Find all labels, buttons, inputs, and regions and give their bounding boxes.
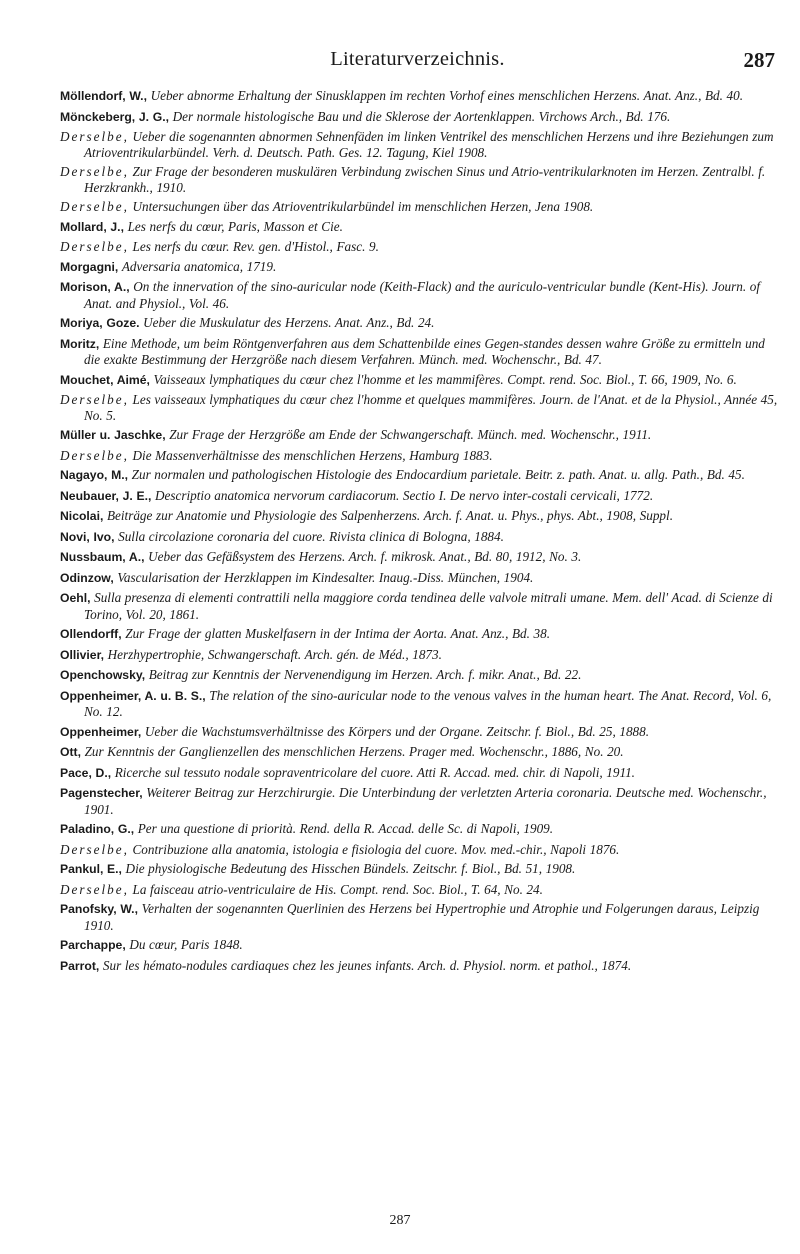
bibliography-entry	[60, 861, 780, 878]
entry-author: Moritz,	[60, 336, 100, 351]
entry-author: Openchowsky,	[60, 668, 146, 682]
entry-author: Neubauer, J. E.,	[60, 488, 152, 503]
entry-reference: Zur Frage der besonderen muskulären Verbindung zwischen Sinus und Atrio-ventrikularknoten im Herzen. Zentralbl. f. Herzkrankh., 1910.	[84, 164, 766, 195]
entry-reference: Die Massenverhältnisse des menschlichen Herzens, Hamburg 1883.	[132, 447, 493, 463]
bibliography-entry	[60, 448, 780, 464]
entry-reference: Ueber abnorme Erhaltung der Sinusklappen im rechten Vorhof eines menschlichen Herzens. Anat. Anz., Bd. 40.	[150, 88, 744, 103]
entry-author: Derselbe,	[60, 239, 129, 254]
entry-reference: Zur Kenntnis der Ganglienzellen des menschlichen Herzens. Prager med. Wochenschr., 1886, No. 20.	[84, 744, 624, 759]
bibliography-entry	[60, 882, 780, 898]
bibliography-entry	[60, 279, 780, 311]
entry-author: Nicolai,	[60, 509, 104, 523]
entry-author: Pace, D.,	[60, 765, 112, 780]
entry-author: Morgagni,	[60, 259, 119, 274]
bibliography-entry	[60, 508, 780, 525]
entry-reference: Die physiologische Bedeutung des Hisschen Bündels. Zeitschr. f. Biol., Bd. 51, 1908.	[125, 861, 576, 876]
bibliography-entry	[60, 744, 780, 761]
entry-reference: Vaisseaux lymphatiques du cœur chez l'homme et les mammifères. Compt. rend. Soc. Biol., T. 66, 1909, No. 6.	[153, 371, 737, 387]
entry-author: Derselbe,	[60, 841, 129, 857]
entry-reference: La faisceau atrio-ventriculaire de His. Compt. rend. Soc. Biol., T. 64, No. 24.	[132, 881, 543, 897]
bibliography-entry	[60, 590, 780, 622]
entry-reference: Descriptio anatomica nervorum cardiacorum. Sectio I. De nervo inter-costali cervicali, 1772.	[154, 487, 654, 503]
entry-author: Derselbe,	[60, 392, 129, 407]
entry-author: Oppenheimer,	[60, 724, 142, 739]
bibliography-entry	[60, 549, 780, 566]
entry-reference: Beiträge zur Anatomie und Physiologie des Salpenherzens. Arch. f. Anat. u. Phys., phys. Abt., 1908, Suppl.	[106, 508, 673, 523]
bibliography-entry	[60, 821, 780, 838]
entry-reference: Weiterer Beitrag zur Herzchirurgie. Die Unterbindung der verletzten Arteria coronaria. Deutsche med. Wochenschr., 1901.	[84, 785, 767, 817]
entry-author: Ollivier,	[60, 647, 105, 662]
entry-reference: Vascularisation der Herzklappen im Kindesalter. Inaug.-Diss. München, 1904.	[117, 569, 534, 585]
entry-reference: Sulla presenza di elementi contrattili nella maggiore corda tendinea delle valvole mitrali umane. Mem. dell' Acad. di Scienze di Torino, Vol. 20, 1861.	[84, 590, 773, 622]
entry-author: Möllendorf, W.,	[60, 89, 147, 103]
entry-reference: Ricerche sul tessuto nodale sopraventricolare del cuore. Atti R. Accad. med. chir. di Napoli, 1911.	[114, 764, 635, 780]
entry-reference: Contribuzione alla anatomia, istologia e fisiologia del cuore. Mov. med.-chir., Napoli 1876.	[132, 841, 620, 857]
entry-reference: Sulla circolazione coronaria del cuore. Rivista clinica di Bologna, 1884.	[118, 528, 504, 544]
entry-author: Morison, A.,	[60, 280, 130, 294]
bibliography-entry	[60, 164, 780, 195]
entry-author: Derselbe,	[60, 129, 129, 144]
entry-reference: Der normale histologische Bau und die Sklerose der Aortenklappen. Virchows Arch., Bd. 176.	[172, 108, 671, 124]
entry-reference: Beitrag zur Kenntnis der Nervenendigung im Herzen. Arch. f. mikr. Anat., Bd. 22.	[148, 667, 582, 682]
bibliography-entry	[60, 129, 780, 160]
bibliography-entry	[60, 647, 780, 664]
entry-author: Pagenstecher,	[60, 786, 143, 800]
bibliography-entry	[60, 88, 780, 105]
entry-author: Derselbe,	[60, 447, 129, 463]
bibliography-entry	[60, 315, 780, 332]
bibliography-entry	[60, 688, 780, 720]
entry-reference: Sur les hémato-nodules cardiaques chez les jeunes infants. Arch. d. Physiol. norm. et pathol., 1874.	[102, 957, 632, 973]
entry-author: Mollard, J.,	[60, 219, 124, 234]
footer-page-number: 287	[389, 1213, 411, 1228]
bibliography-entry	[60, 239, 780, 255]
bibliography-entry	[60, 199, 780, 215]
bibliography-entry	[60, 109, 780, 126]
entry-author: Odinzow,	[60, 570, 114, 585]
bibliography-entry	[60, 259, 780, 276]
bibliography-entry	[60, 785, 780, 817]
running-title: Literaturverzeichnis.	[330, 48, 505, 70]
bibliography-entry	[60, 842, 780, 858]
bibliography-entry	[60, 958, 780, 975]
bibliography-entry	[60, 667, 780, 684]
page-header	[60, 48, 775, 78]
entry-reference: Per una questione di priorità. Rend. della R. Accad. delle Sc. di Napoli, 1909.	[137, 821, 554, 836]
page-number: 287	[743, 48, 775, 72]
bibliography-list	[60, 88, 780, 978]
entry-reference: Verhalten der sogenannten Querlinien des Herzens bei Hypertrophie und Atrophie und Folgerungen daraus, Leipzig 1910.	[84, 901, 760, 933]
entry-reference: Les nerfs du cœur, Paris, Masson et Cie.	[127, 218, 343, 234]
entry-reference: Ueber das Gefäßsystem des Herzens. Arch. f. mikrosk. Anat., Bd. 80, 1912, No. 3.	[148, 549, 582, 564]
bibliography-entry	[60, 724, 780, 741]
entry-author: Moriya, Goze.	[60, 316, 140, 330]
entry-author: Mouchet, Aimé,	[60, 372, 150, 387]
entry-author: Nagayo, M.,	[60, 468, 129, 482]
entry-author: Derselbe,	[60, 164, 129, 179]
entry-reference: The relation of the sino-auricular node to the venous valves in the human heart. The Anat. Record, Vol. 6, No. 12.	[84, 687, 772, 719]
entry-author: Parchappe,	[60, 938, 126, 952]
bibliography-entry	[60, 529, 780, 546]
entry-author: Parrot,	[60, 958, 100, 973]
entry-reference: Les nerfs du cœur. Rev. gen. d'Histol., Fasc. 9.	[132, 239, 379, 254]
bibliography-entry	[60, 488, 780, 505]
entry-author: Oehl,	[60, 591, 91, 605]
entry-reference: Zur Frage der glatten Muskelfasern in der Intima der Aorta. Anat. Anz., Bd. 38.	[125, 626, 551, 641]
bibliography-entry	[60, 467, 780, 484]
entry-author: Novi, Ivo,	[60, 529, 115, 544]
bibliography-entry	[60, 901, 780, 933]
entry-author: Panofsky, W.,	[60, 902, 138, 916]
entry-reference: Ueber die sogenannten abnormen Sehnenfäden im linken Ventrikel des menschlichen Herzens und ihre Beziehungen zum Atrioventrikularbündel. Verh. d. Deutsch. Path. Ges. 12. Tagung, Kiel 1908.	[84, 129, 774, 160]
entry-author: Ott,	[60, 745, 81, 759]
entry-author: Oppenheimer, A. u. B. S.,	[60, 688, 206, 703]
entry-author: Mönckeberg, J. G.,	[60, 109, 169, 124]
entry-reference: Adversaria anatomica, 1719.	[121, 258, 277, 274]
entry-reference: Les vaisseaux lymphatiques du cœur chez l'homme et quelques mammifères. Journ. de l'Anat. et de la Physiol., Année 45, No. 5.	[84, 392, 778, 423]
entry-author: Müller u. Jaschke,	[60, 428, 166, 442]
entry-reference: Herzhypertrophie, Schwangerschaft. Arch. gén. de Méd., 1873.	[107, 646, 442, 662]
entry-reference: Ueber die Wachstumsverhältnisse des Körpers und der Organe. Zeitschr. f. Biol., Bd. 25, 1888.	[144, 723, 650, 739]
entry-author: Nussbaum, A.,	[60, 550, 145, 564]
entry-reference: Zur Frage der Herzgröße am Ende der Schwangerschaft. Münch. med. Wochenschr., 1911.	[169, 427, 652, 442]
bibliography-entry	[60, 626, 780, 643]
bibliography-entry	[60, 392, 780, 423]
entry-reference: Zur normalen und pathologischen Histologie des Endocardium parietale. Beitr. z. path. Anat. u. allg. Path., Bd. 45.	[131, 467, 745, 482]
bibliography-entry	[60, 372, 780, 389]
bibliography-entry	[60, 570, 780, 587]
bibliography-entry	[60, 765, 780, 782]
bibliography-entry	[60, 336, 780, 368]
entry-reference: Du cœur, Paris 1848.	[129, 937, 243, 952]
entry-author: Pankul, E.,	[60, 862, 122, 876]
entry-reference: On the innervation of the sino-auricular node (Keith-Flack) and the auriculo-ventricular bundle (Kent-His). Journ. of Anat. and Physiol., Vol. 46.	[84, 279, 761, 311]
bibliography-entry	[60, 937, 780, 954]
entry-author: Derselbe,	[60, 199, 129, 214]
entry-reference: Eine Methode, um beim Röntgenverfahren aus dem Schattenbilde eines Gegen-standes dessen wahre Größe zu ermitteln und die exakte Bestimmung der Herzgröße nach diesem Verfahren. Münch. med. Wochenschr., Bd. 47.	[84, 335, 765, 367]
entry-author: Ollendorff,	[60, 627, 122, 641]
bibliography-entry	[60, 427, 780, 444]
entry-reference: Untersuchungen über das Atrioventrikularbündel im menschlichen Herzen, Jena 1908.	[132, 199, 594, 214]
entry-author: Derselbe,	[60, 881, 129, 897]
entry-author: Paladino, G.,	[60, 822, 135, 836]
entry-reference: Ueber die Muskulatur des Herzens. Anat. Anz., Bd. 24.	[143, 315, 435, 330]
bibliography-entry	[60, 219, 780, 236]
